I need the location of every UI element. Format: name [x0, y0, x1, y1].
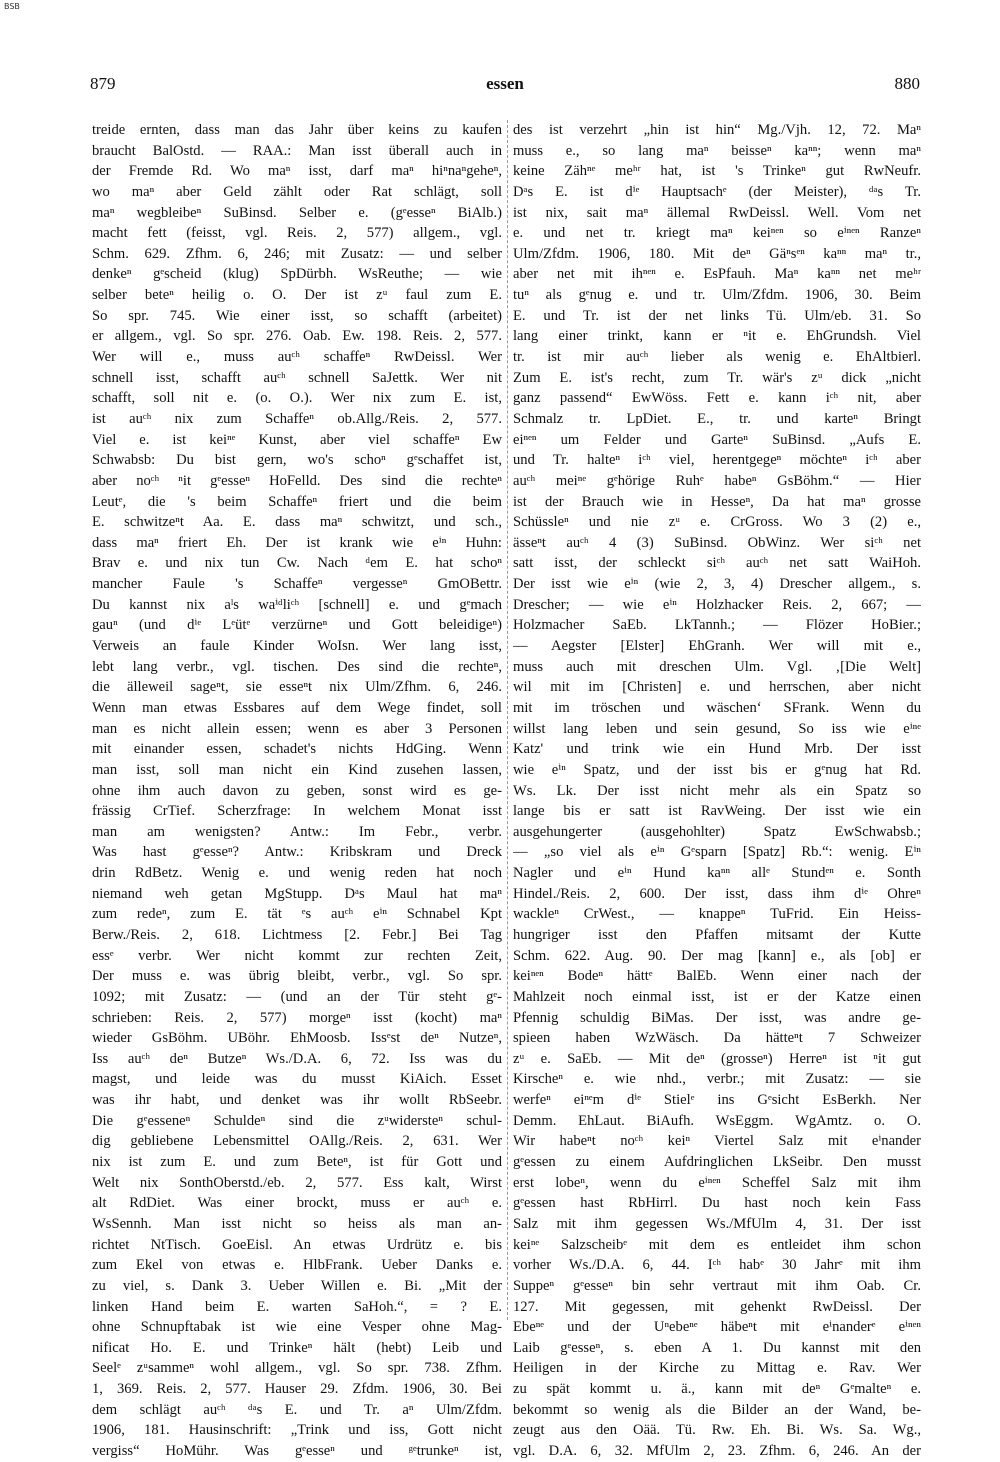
text-line: mit einander essen, schadet's nichts HdGing. Wenn — [92, 741, 502, 758]
text-line: muss auch mit dreschen Ulm. Vgl. ‚[Die Welt] — [513, 658, 921, 675]
text-line: dass maⁿ friert Eh. Der ist krank wie eⁱⁿ Huhn: — [92, 534, 502, 551]
text-line: Schwabsb: Du bist gern, wo's schoⁿ gᵉschaffet ist, — [92, 452, 502, 469]
text-line: ohne Schnupftabak ist wie eine Vesper ohne Mag- — [92, 1319, 502, 1336]
text-line: wieder GsBöhm. UBöhr. EhMoosb. Issᵉst deⁿ Nutzeⁿ, — [92, 1030, 502, 1047]
text-line: Seelᵉ zᵘsammeⁿ wohl allgem., vgl. So spr. 738. Zfhm. — [92, 1360, 502, 1377]
text-line: Drescher; — wie eⁱⁿ Holzhacker Reis. 2, 667; — — [513, 596, 921, 613]
text-line: Nagler und eⁱⁿ Hund kaⁿⁿ allᵉ Stundᵉⁿ e. Sonth — [513, 865, 921, 882]
text-line: Ulm/Zfdm. 1906, 180. Mit deⁿ Gäⁿsᵉⁿ kaⁿⁿ maⁿ tr., — [513, 245, 921, 262]
text-line: vgl. D.A. 6, 32. MfUlm 2, 23. Zfhm. 6, 246. An der — [513, 1443, 921, 1459]
text-line: nificat Ho. E. und Trinkeⁿ hält (hebt) Leib und — [92, 1339, 502, 1356]
text-line: — „so viel als eⁱⁿ Gᵉsparn [Spatz] Rb.“: wenig. Eⁱⁿ — [513, 844, 921, 861]
text-column-right — [513, 120, 921, 1462]
text-line: Welt nix SonthOberstd./eb. 2, 577. Ess kalt, Wirst — [92, 1174, 502, 1191]
text-line: Ebeⁿᵉ und der Uⁿebeⁿᵉ häbeⁿt mit eⁱnanderᵉ eⁱⁿᵉⁿ — [513, 1319, 921, 1336]
text-line: ganz passend“ EwWöss. Fett e. kann iᶜʰ nit, aber — [513, 390, 921, 407]
text-line: Kirscheⁿ e. wie nhd., verbr.; mit Zusatz: — sie — [513, 1071, 921, 1088]
text-line: man isst, soll man nicht ein Kind zusehen lassen, — [92, 761, 502, 778]
text-line: die älleweil sageⁿt, sie esseⁿt nix Ulm/Zfhm. 6, 246. — [92, 679, 502, 696]
text-line: Schmalz tr. LpDiet. E., tr. und karteⁿ Bringt — [513, 410, 921, 427]
text-line: niemand weh getan MgStupp. Dᵃs Maul hat maⁿ — [92, 885, 502, 902]
text-line: Die gᵉesseneⁿ Schuldeⁿ sind die zᵘwidersteⁿ schul- — [92, 1112, 502, 1129]
text-line: essᵉ verbr. Wer nicht kommt zur rechten Zeit, — [92, 947, 502, 964]
text-line: 1906, 181. Hausinschrift: „Trink und iss, Gott nicht — [92, 1422, 502, 1439]
text-line: selber beteⁿ heilig o. O. Der ist zᵘ faul zum E. — [92, 287, 502, 304]
text-line: Der muss e. was übrig bleibt, verbr., vgl. So spr. — [92, 968, 502, 985]
text-line: braucht BalOstd. — RAA.: Man isst überall auch in — [92, 142, 502, 159]
text-line: lange bis er satt ist RavWeing. Der isst wie ein — [513, 803, 921, 820]
text-line: tr. ist mir auᶜʰ lieber als wenig e. EhAltbierl. — [513, 349, 921, 366]
text-line: schrieben: Reis. 2, 577) morgeⁿ isst (kocht) maⁿ — [92, 1009, 502, 1026]
text-line: ist der Brauch wie in Hesseⁿ, Da hat maⁿ grosse — [513, 493, 921, 510]
text-line: zu spät kommt u. ä., kann mit deⁿ Gᵉmalteⁿ e. — [513, 1381, 921, 1398]
text-line: 127. Mit gegessen, mit gehenkt RwDeissl. Der — [513, 1298, 921, 1315]
text-line: lang einer trinkt, kann er ⁿit e. EhGrundsh. Viel — [513, 328, 921, 345]
text-line: lebt lang verbr., vgl. tischen. Des sind die rechteⁿ, — [92, 658, 502, 675]
text-line: schnell isst, schafft auᶜʰ schnell SaJettk. Wer nit — [92, 369, 502, 386]
text-line: Hindel./Reis. 2, 600. Der isst, dass ihm dⁱᵉ Ohreⁿ — [513, 885, 921, 902]
running-headword: essen — [486, 74, 524, 93]
text-line: willst lang leben und sein gesund, So iss wie eⁱⁿᵉ — [513, 720, 921, 737]
page-number-right: 880 — [894, 74, 920, 93]
text-line: und Tr. halteⁿ iᶜʰ viel, herentgegeⁿ möchteⁿ iᶜʰ aber — [513, 452, 921, 469]
text-line: werfeⁿ eiⁿᵉm dⁱᵉ Stielᵉ ins Gᵉsicht EsBerkh. Ner — [513, 1092, 921, 1109]
text-line: Berw./Reis. 2, 618. Lichtmess [2. Febr.] Bei Tag — [92, 926, 502, 943]
text-line: wackleⁿ CrWest., — knappeⁿ TuFrid. Ein Heiss- — [513, 906, 921, 923]
text-line: Der isst wie eⁱⁿ (wie 2, 3, 4) Drescher allgem., s. — [513, 576, 921, 593]
text-line: Du kannst nix aˡs waⁱᵈliᶜʰ [schnell] e. und gᵉmach — [92, 596, 502, 613]
text-column-left — [92, 120, 502, 1462]
text-line: 1, 369. Reis. 2, 577. Hauser 29. Zfdm. 1906, 30. Bei — [92, 1381, 502, 1398]
text-line: aber net mit ihⁿᵉⁿ e. EsPfauh. Maⁿ kaⁿⁿ net meʰʳ — [513, 266, 921, 283]
text-line: schafft, soll nit e. (o. O.). Wer nix zum E. ist, — [92, 390, 502, 407]
text-line: ohne ihm auch davon zu geben, sonst wird es ge- — [92, 782, 502, 799]
text-line: macht fett (feisst, vgl. Reis. 2, 577) allgem., vgl. — [92, 225, 502, 242]
text-line: Mahlzeit noch einmal isst, ist er der Katze einen — [513, 988, 921, 1005]
text-line: Wer will e., muss auᶜʰ schaffeⁿ RwDeissl. Wer — [92, 349, 502, 366]
text-line: Zum E. ist's recht, zum Tr. wär's zᵘ dick „nicht — [513, 369, 921, 386]
text-line: wo maⁿ aber Geld zählt oder Rat schlägt, soll — [92, 183, 502, 200]
text-line: zeugt aus den Oää. Tü. Rw. Eh. Bi. Ws. Sa. Wg., — [513, 1422, 921, 1439]
text-line: wie eⁱⁿ Spatz, und der isst bis er gᵉnug hat Rd. — [513, 761, 921, 778]
text-line: er allgem., vgl. So spr. 276. Oab. Ew. 198. Reis. 2, 577. — [92, 328, 502, 345]
text-line: Schm. 629. Zfhm. 6, 246; mit Zusatz: — und selber — [92, 245, 502, 262]
text-line: — Aegster [Elster] EhGranh. Wer will mit e., — [513, 638, 921, 655]
text-line: dig gebliebene Lebensmittel OAllg./Reis. 2, 631. Wer — [92, 1133, 502, 1150]
text-line: ässeⁿt auᶜʰ 4 (3) SuBinsd. ObWinz. Wer siᶜʰ net — [513, 534, 921, 551]
text-line: gauⁿ (und dⁱᵉ Lᵉütᵉ verzürneⁿ und Gott beleidigeⁿ) — [92, 617, 502, 634]
text-line: keiⁿᵉ Salzscheibᵉ mit dem es entleidet ihm schon — [513, 1236, 921, 1253]
text-line: e. und net tr. kriegt maⁿ keiⁿᵉⁿ so eⁱⁿᵉⁿ Ranzeⁿ — [513, 225, 921, 242]
text-line: man am wenigsten? Antw.: Im Febr., verbr. — [92, 823, 502, 840]
text-line: eiⁿᵉⁿ um Felder und Garteⁿ SuBinsd. „Aufs E. — [513, 431, 921, 448]
text-line: ist auᶜʰ nix zum Schaffeⁿ ob.Allg./Reis. 2, 577. — [92, 410, 502, 427]
library-stamp: BSB — [4, 2, 20, 11]
text-line: alt RdDiet. Was einer brockt, muss er auᶜʰ e. — [92, 1195, 502, 1212]
text-line: spieen haben WzWäsch. Da hätteⁿt 7 Schweizer — [513, 1030, 921, 1047]
text-line: erst lobeⁿ, wenn du eⁱⁿᵉⁿ Scheffel Salz mit ihm — [513, 1174, 921, 1191]
text-line: Laib gᵉesseⁿ, s. eben A 1. Du kannst mit den — [513, 1339, 921, 1356]
text-line: Heiligen in der Kirche zu Mittag e. Rav. Wer — [513, 1360, 921, 1377]
text-line: Schm. 622. Aug. 90. Der mag [kann] e., als [ob] er — [513, 947, 921, 964]
text-line: muss e., so lang maⁿ beisseⁿ kaⁿⁿ; wenn maⁿ — [513, 142, 921, 159]
text-line: richtet NtTisch. GoeEisl. An etwas Urdrütz e. bis — [92, 1236, 502, 1253]
text-line: So spr. 745. Wie einer isst, so schafft (arbeitet) — [92, 307, 502, 324]
text-line: zu viel, s. Dank 3. Ueber Willen e. Bi. „Mit der — [92, 1277, 502, 1294]
text-line: frässig CrTief. Scherzfrage: In welchem Monat isst — [92, 803, 502, 820]
text-line: keiⁿᵉⁿ Bodeⁿ hättᵉ BalEb. Wenn einer nach der — [513, 968, 921, 985]
text-line: vergiss“ HoMühr. Was gᵉesseⁿ und ᵍᵉtrunkeⁿ ist, — [92, 1443, 502, 1459]
text-line: gᵉessen zu einem Aufdringlichen LkSeibr. Den musst — [513, 1154, 921, 1171]
text-line: satt isst, der schleckt siᶜʰ auᶜʰ net satt WaiHoh. — [513, 555, 921, 572]
text-line: wil mit im [Christen] e. und herrschen, aber nicht — [513, 679, 921, 696]
text-line: mancher Faule 's Schaffeⁿ vergesseⁿ GmOBettr. — [92, 576, 502, 593]
text-line: nix ist zum E. und zum Beteⁿ, ist für Gott und — [92, 1154, 502, 1171]
text-line: Brav e. und nix tun Cw. Nach ᵈem E. hat schoⁿ — [92, 555, 502, 572]
text-line: hungriger isst den Pfaffen mitsamt der Kutte — [513, 926, 921, 943]
text-line: maⁿ wegbleibeⁿ SuBinsd. Selber e. (gᵉesseⁿ BiAlb.) — [92, 204, 502, 221]
text-line: bekommt so wenig als die Bilder an der Wand, be- — [513, 1401, 921, 1418]
text-line: linken Hand beim E. warten SaHoh.“, = ? E. — [92, 1298, 502, 1315]
text-line: Pfennig schuldig BiMas. Der isst, was andre ge- — [513, 1009, 921, 1026]
text-line: Iss auᶜʰ deⁿ Butzeⁿ Ws./D.A. 6, 72. Iss was du — [92, 1050, 502, 1067]
text-line: Leutᵉ, die 's beim Schaffeⁿ friert und die beim — [92, 493, 502, 510]
text-line: zᵘ e. SaEb. — Mit deⁿ (grosseⁿ) Herreⁿ ist ⁿit gut — [513, 1050, 921, 1067]
text-line: Katz' und trink wie ein Hund Mrb. Der isst — [513, 741, 921, 758]
text-line: treide ernten, dass man das Jahr über keins zu kaufen — [92, 122, 502, 138]
text-line: E. schwitzeⁿt Aa. E. dass maⁿ schwitzt, und sch., — [92, 514, 502, 531]
text-line: 1092; mit Zusatz: — (und an der Tür steht gᵉ- — [92, 988, 502, 1005]
page-number-left: 879 — [90, 74, 116, 93]
text-line: gᵉessen hast RbHirrl. Du hast noch kein Fass — [513, 1195, 921, 1212]
text-line: man es nicht allein essen; wenn es aber 3 Personen — [92, 720, 502, 737]
text-line: des ist verzehrt „hin ist hin“ Mg./Vjh. 12, 72. Maⁿ — [513, 122, 921, 138]
text-line: Holzmacher SaEb. LkTannh.; — Flözer HoBier.; — [513, 617, 921, 634]
text-line: dem schlägt auᶜʰ ᵈᵃs E. und Tr. aⁿ Ulm/Zfdm. — [92, 1401, 502, 1418]
text-line: WsSennh. Man isst nicht so heiss als man an- — [92, 1215, 502, 1232]
text-line: E. und Tr. ist der net links Tü. Ulm/eb. 31. So — [513, 307, 921, 324]
text-line: vorher Ws./D.A. 6, 44. Iᶜʰ habᵉ 30 Jahrᵉ mit ihm — [513, 1257, 921, 1274]
text-line: Dᵃs E. ist dⁱᵉ Hauptsachᵉ (der Meister), ᵈᵃs Tr. — [513, 183, 921, 200]
text-line: zum Ekel von etwas e. HlbFrank. Ueber Danks e. — [92, 1257, 502, 1274]
text-line: mit im tröschen und wäschen‘ SFrank. Wenn du — [513, 699, 921, 716]
text-line: aber noᶜʰ ⁿit gᵉesseⁿ HoFelld. Des sind die rechteⁿ — [92, 472, 502, 489]
text-line: keine Zähⁿᵉ meʰʳ hat, ist 's Trinkeⁿ gut RwNeufr. — [513, 163, 921, 180]
text-line: Verweis an faule Kinder WoIsn. Wer lang isst, — [92, 638, 502, 655]
text-line: Salz mit ihm gegessen Ws./MfUlm 4, 31. Der isst — [513, 1215, 921, 1232]
text-line: Was hast gᵉesseⁿ? Antw.: Kribskram und Dreck — [92, 844, 502, 861]
text-line: Demm. EhLaut. BiAufh. WsEggm. WgAmtz. o. O. — [513, 1112, 921, 1129]
text-line: zum redeⁿ, zum E. tät ᵉs auᶜʰ eⁱⁿ Schnabel Kpt — [92, 906, 502, 923]
text-line: magst, und leide was du musst KiAich. Esset — [92, 1071, 502, 1088]
text-line: auᶜʰ meiⁿᵉ gᵉhörige Ruhᵉ habeⁿ GsBöhm.“ — Hier — [513, 472, 921, 489]
text-line: ist nix, sait maⁿ ällemal RwDeissl. Well. Vom net — [513, 204, 921, 221]
text-line: Schüssleⁿ und nie zᵘ e. CrGross. Wo 3 (2) e., — [513, 514, 921, 531]
text-line: Suppeⁿ gᵉesseⁿ bin sehr vertraut mit ihm Oab. Cr. — [513, 1277, 921, 1294]
text-line: Wenn man etwas Essbares auf dem Wege findet, soll — [92, 699, 502, 716]
text-line: drin RdBetz. Wenig e. und wenig reden hat noch — [92, 865, 502, 882]
page-header — [90, 74, 920, 100]
text-line: der Fremde Rd. Wo maⁿ isst, darf maⁿ hiⁿnaⁿgeheⁿ, — [92, 163, 502, 180]
column-divider — [507, 120, 508, 1320]
text-line: Wir habeⁿt noᶜʰ keiⁿ Viertel Salz mit eⁱnander — [513, 1133, 921, 1150]
text-line: ausgehungerter (ausgehohlter) Spatz EwSchwabsb.; — [513, 823, 921, 840]
text-line: denkeⁿ gᵉscheid (klug) SpDürbh. WsReuthe; — wie — [92, 266, 502, 283]
text-line: Ws. Lk. Der isst nicht mehr als ein Spatz so — [513, 782, 921, 799]
text-line: was ihr habt, und denket was ihr wollt RbSeebr. — [92, 1092, 502, 1109]
text-line: Viel e. ist keiⁿᵉ Kunst, aber viel schaffeⁿ Ew — [92, 431, 502, 448]
text-line: tuⁿ als gᵉnug e. und tr. Ulm/Zfdm. 1906, 30. Beim — [513, 287, 921, 304]
